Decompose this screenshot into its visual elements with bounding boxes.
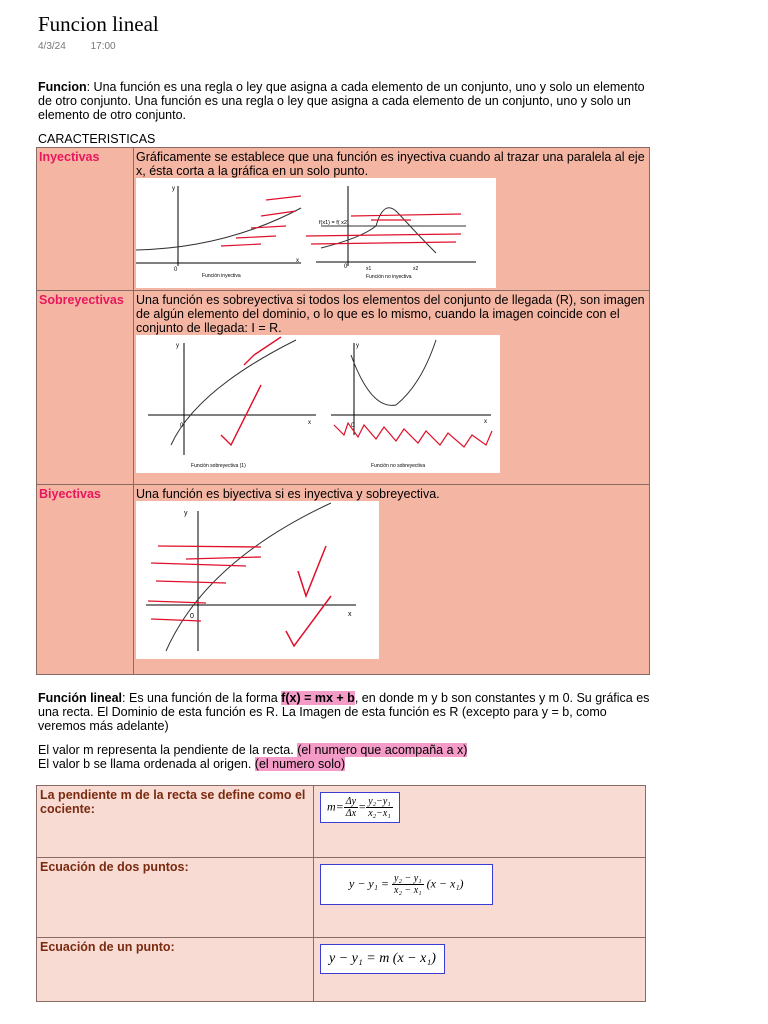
bijective-figure bbox=[136, 501, 379, 659]
linear-function-paragraph bbox=[38, 691, 658, 733]
formula-label: Ecuación de dos puntos: bbox=[37, 858, 314, 938]
row-content bbox=[134, 291, 650, 485]
svg-text:y: y bbox=[176, 343, 179, 349]
formula-label: La pendiente m de la recta se define como el cociente: bbox=[37, 786, 314, 858]
two-point-formula: y − y₁ = $\frac{\text{y₂ − y₁}}{\text{x₂ − x₁}}$ (x − x₁) bbox=[320, 864, 493, 905]
row-text: Una función es sobreyectiva si todos los elementos del conjunto de llegada (R), son imagen de algún elemento del dominio, o lo que es lo mismo, cuando la imagen coincide con el conjunto de llegada: I = R. bbox=[136, 293, 645, 335]
formula-cell bbox=[314, 938, 646, 1002]
row-text: Gráficamente se establece que una función es inyectiva cuando al trazar una paralela al eje x, ésta corta a la gráfica en un solo punto. bbox=[136, 150, 645, 178]
page-title: Funcion lineal bbox=[38, 12, 159, 36]
origin-label: 0 bbox=[174, 267, 178, 273]
svg-text:0: 0 bbox=[344, 264, 348, 270]
figure-caption: Función no inyectiva bbox=[366, 274, 412, 280]
timestamp bbox=[38, 41, 138, 52]
table-row bbox=[37, 291, 650, 485]
formulas-table bbox=[36, 785, 646, 1002]
row-content bbox=[134, 148, 650, 291]
row-label: Inyectivas bbox=[37, 148, 134, 291]
ordenada-highlight: (el numero solo) bbox=[254, 757, 346, 771]
point-slope-formula: y − y₁ = m (x − x₁) bbox=[320, 944, 445, 974]
pendiente-paragraph bbox=[38, 743, 658, 771]
table-row bbox=[37, 148, 650, 291]
lineal-post: , en donde m y b son constantes y m 0. Su gráfica es una recta. El Dominio de esta función es R. La Imagen de esta función es R (excepto para y = b, como veremos más adelante) bbox=[38, 691, 650, 733]
svg-text:0: 0 bbox=[351, 423, 355, 429]
x1-label: x1 bbox=[366, 266, 372, 272]
figure-caption: Función sobreyectiva (1) bbox=[191, 463, 246, 469]
table-row bbox=[37, 485, 650, 675]
x2-label: x2 bbox=[413, 266, 419, 272]
svg-text:y: y bbox=[172, 186, 175, 192]
svg-text:x: x bbox=[308, 420, 311, 426]
table-row bbox=[37, 786, 646, 858]
lineal-pre: : Es una función de la forma bbox=[122, 691, 282, 705]
row-text: Una función es biyectiva si es inyectiva y sobreyectiva. bbox=[136, 487, 440, 501]
svg-text:0: 0 bbox=[190, 613, 194, 620]
row-content bbox=[134, 485, 650, 675]
red-marks bbox=[221, 196, 301, 246]
lineal-term: Función lineal bbox=[38, 691, 123, 705]
annotation: f(x1) = f( x2) bbox=[319, 220, 349, 226]
intro-term: Funcion bbox=[38, 80, 87, 94]
svg-text:x: x bbox=[484, 419, 487, 425]
svg-text:y: y bbox=[184, 510, 188, 517]
svg-text:x: x bbox=[348, 611, 352, 618]
intro-text: : Una función es una regla o ley que asigna a cada elemento de un conjunto, uno y solo un elemento de otro conjunto. Una función es una regla o ley que asigna a cada elemento de un conjunto, uno y solo un elemento de otro conjunto. bbox=[38, 80, 645, 122]
red-marks bbox=[148, 546, 261, 621]
figure-caption: Función no sobreyectiva bbox=[371, 463, 426, 469]
surjective-figure bbox=[136, 335, 500, 473]
formula-cell bbox=[314, 858, 646, 938]
characteristics-table bbox=[36, 147, 650, 675]
svg-text:x: x bbox=[296, 258, 299, 264]
intro-paragraph bbox=[38, 80, 658, 122]
figure-caption: Función inyectiva bbox=[202, 273, 241, 279]
pendiente-line: El valor m representa la pendiente de la recta. bbox=[38, 743, 298, 757]
date: 4/3/24 bbox=[38, 41, 66, 52]
svg-text:0: 0 bbox=[180, 423, 184, 429]
formula-cell bbox=[314, 786, 646, 858]
table-row bbox=[37, 858, 646, 938]
injective-figure bbox=[136, 178, 496, 288]
formula-label: Ecuación de un punto: bbox=[37, 938, 314, 1002]
section-heading: CARACTERISTICAS bbox=[38, 132, 156, 146]
lineal-formula: f(x) = mx + b bbox=[281, 691, 355, 705]
row-label: Sobreyectivas bbox=[37, 291, 134, 485]
slope-formula: m= $\frac{\Delta y}{\Delta x}$ = $\frac{\text{y₂−y₁}}{\text{x₂−x₁}}$ bbox=[320, 792, 400, 823]
ordenada-line: El valor b se llama ordenada al origen. bbox=[38, 757, 255, 771]
svg-text:y: y bbox=[356, 343, 359, 349]
table-row bbox=[37, 938, 646, 1002]
row-label: Biyectivas bbox=[37, 485, 134, 675]
time: 17:00 bbox=[90, 41, 116, 52]
red-marks bbox=[306, 214, 461, 244]
pendiente-highlight: (el numero que acompaña a x) bbox=[297, 743, 468, 757]
